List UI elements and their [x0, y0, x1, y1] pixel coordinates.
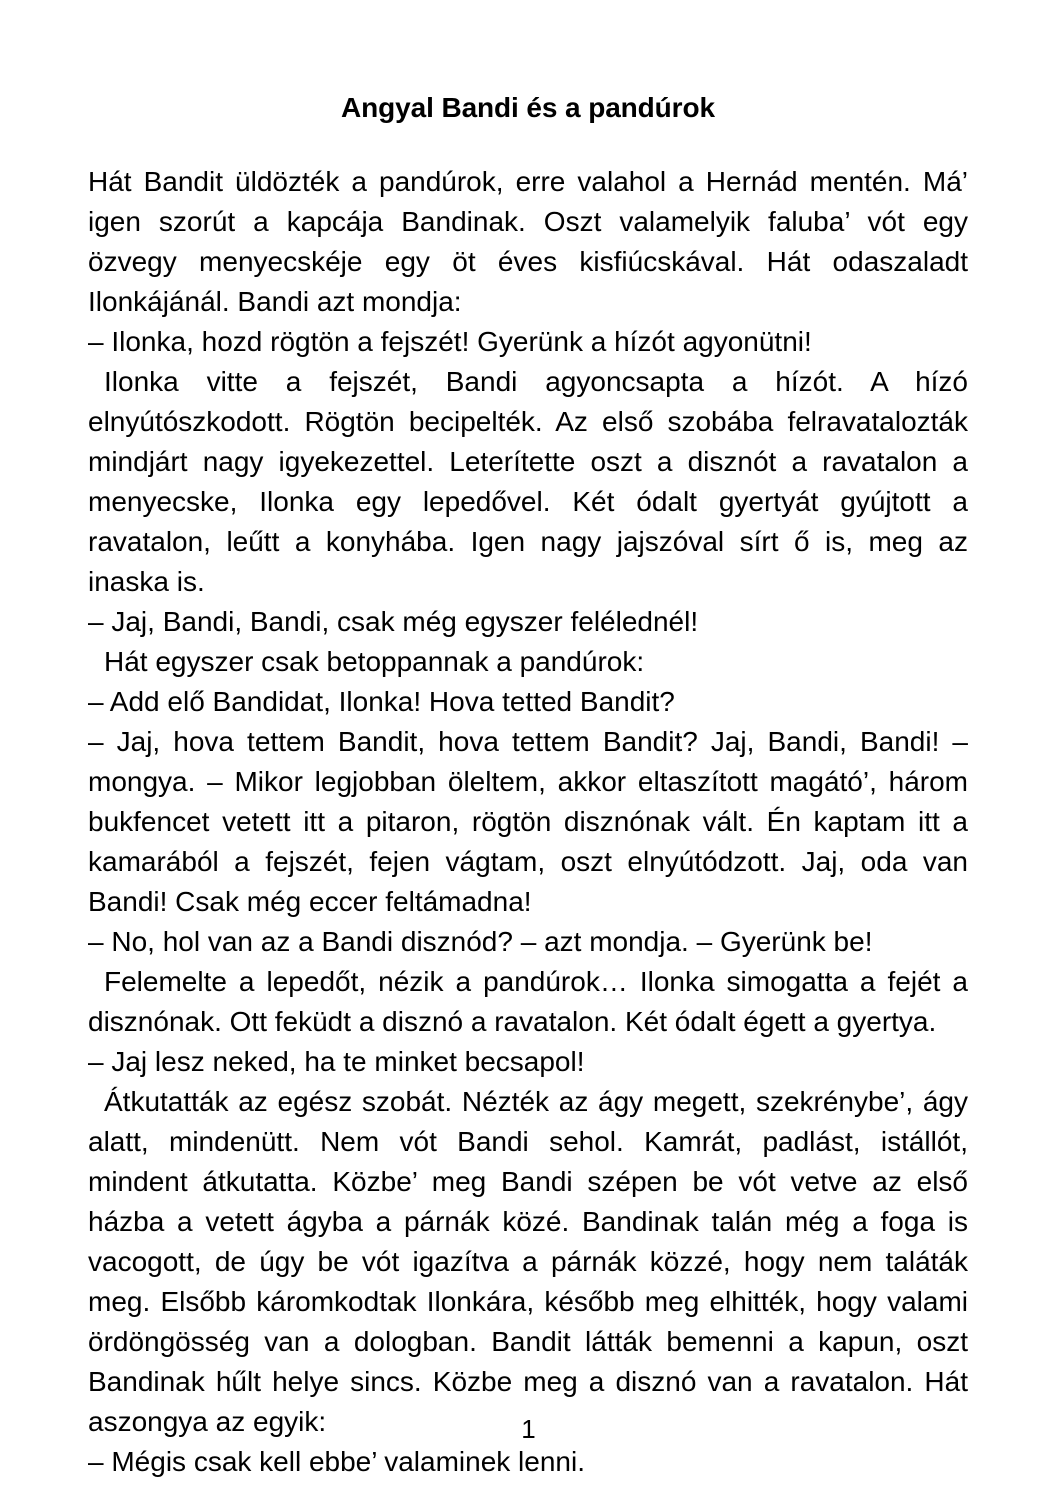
paragraph-dialogue: – Ilonka, hozd rögtön a fejszét! Gyerünk a hízót agyonütni! — [88, 326, 812, 357]
paragraph-narrative: Ilonka vitte a fejszét, Bandi agyoncsapta a hízót. A hízó elnyútószkodott. Rögtön becipelték. Az első szobába felravatalozták mindjárt nagy igyekezettel. Leterítette oszt a disznót a ravatalon a menyecske, Ilonka egy lepedővel. Két ódalt gyertyát gyújtott a ravatalon, leűtt a konyhába. Igen nagy jajszóval sírt ő is, meg az inaska is. — [88, 366, 968, 597]
paragraph-dialogue: – Jaj lesz neked, ha te minket becsapol! — [88, 1046, 585, 1077]
story-body — [88, 162, 968, 1482]
paragraph-dialogue: – No, hol van az a Bandi disznód? – azt mondja. – Gyerünk be! — [88, 926, 873, 957]
paragraph-narrative: Átkutatták az egész szobát. Nézték az ágy megett, szekrénybe’, ágy alatt, mindenütt. Nem vót Bandi sehol. Kamrát, padlást, istállót, mindent átkutatta. Közbe’ meg Bandi szépen be vót vetve az első házba a vetett ágyba a párnák közé. Bandinak talán még a foga is vacogott, de úgy be vót igazítva a párnák közzé, hogy nem taláták meg. Elsőbb káromkodtak Ilonkára, később meg elhitték, hogy valami ördöngösség van a dologban. Bandit látták bemenni a kapun, oszt Bandinak hűlt helye sincs. Közbe meg a disznó van a ravatalon. Hát aszongya az egyik: — [88, 1086, 968, 1437]
page-number: 1 — [521, 1414, 536, 1444]
paragraph-dialogue: – Add elő Bandidat, Ilonka! Hova tetted Bandit? — [88, 686, 675, 717]
paragraph-dialogue: – Jaj, hova tettem Bandit, hova tettem Bandit? Jaj, Bandi, Bandi! – mongya. – Mikor legjobban öleltem, akkor eltaszított magátó’, három bukfencet vetett itt a pitaron, rögtön disznónak vált. Én kaptam itt a kamarából a fejszét, fejen vágtam, oszt elnyútódzott. Jaj, oda van Bandi! Csak még eccer feltámadna! — [88, 726, 968, 917]
page-content — [88, 88, 968, 1482]
paragraph-dialogue: – Mégis csak kell ebbe’ valaminek lenni. — [88, 1446, 585, 1477]
page-title: Angyal Bandi és a pandúrok — [341, 92, 715, 123]
paragraph-narrative: Hát Bandit üldözték a pandúrok, erre valahol a Hernád mentén. Má’ igen szorút a kapcája Bandinak. Oszt valamelyik faluba’ vót egy özvegy menyecskéje egy öt éves kisfiúcskával. Hát odaszaladt Ilonkájánál. Bandi azt mondja: — [88, 166, 968, 317]
paragraph-narrative: Felemelte a lepedőt, nézik a pandúrok… Ilonka simogatta a fejét a disznónak. Ott feküdt a disznó a ravatalon. Két ódalt égett a gyertya. — [88, 966, 968, 1037]
paragraph-dialogue: – Jaj, Bandi, Bandi, csak még egyszer felélednél! — [88, 606, 699, 637]
paragraph-narrative: Hát egyszer csak betoppannak a pandúrok: — [104, 646, 645, 677]
